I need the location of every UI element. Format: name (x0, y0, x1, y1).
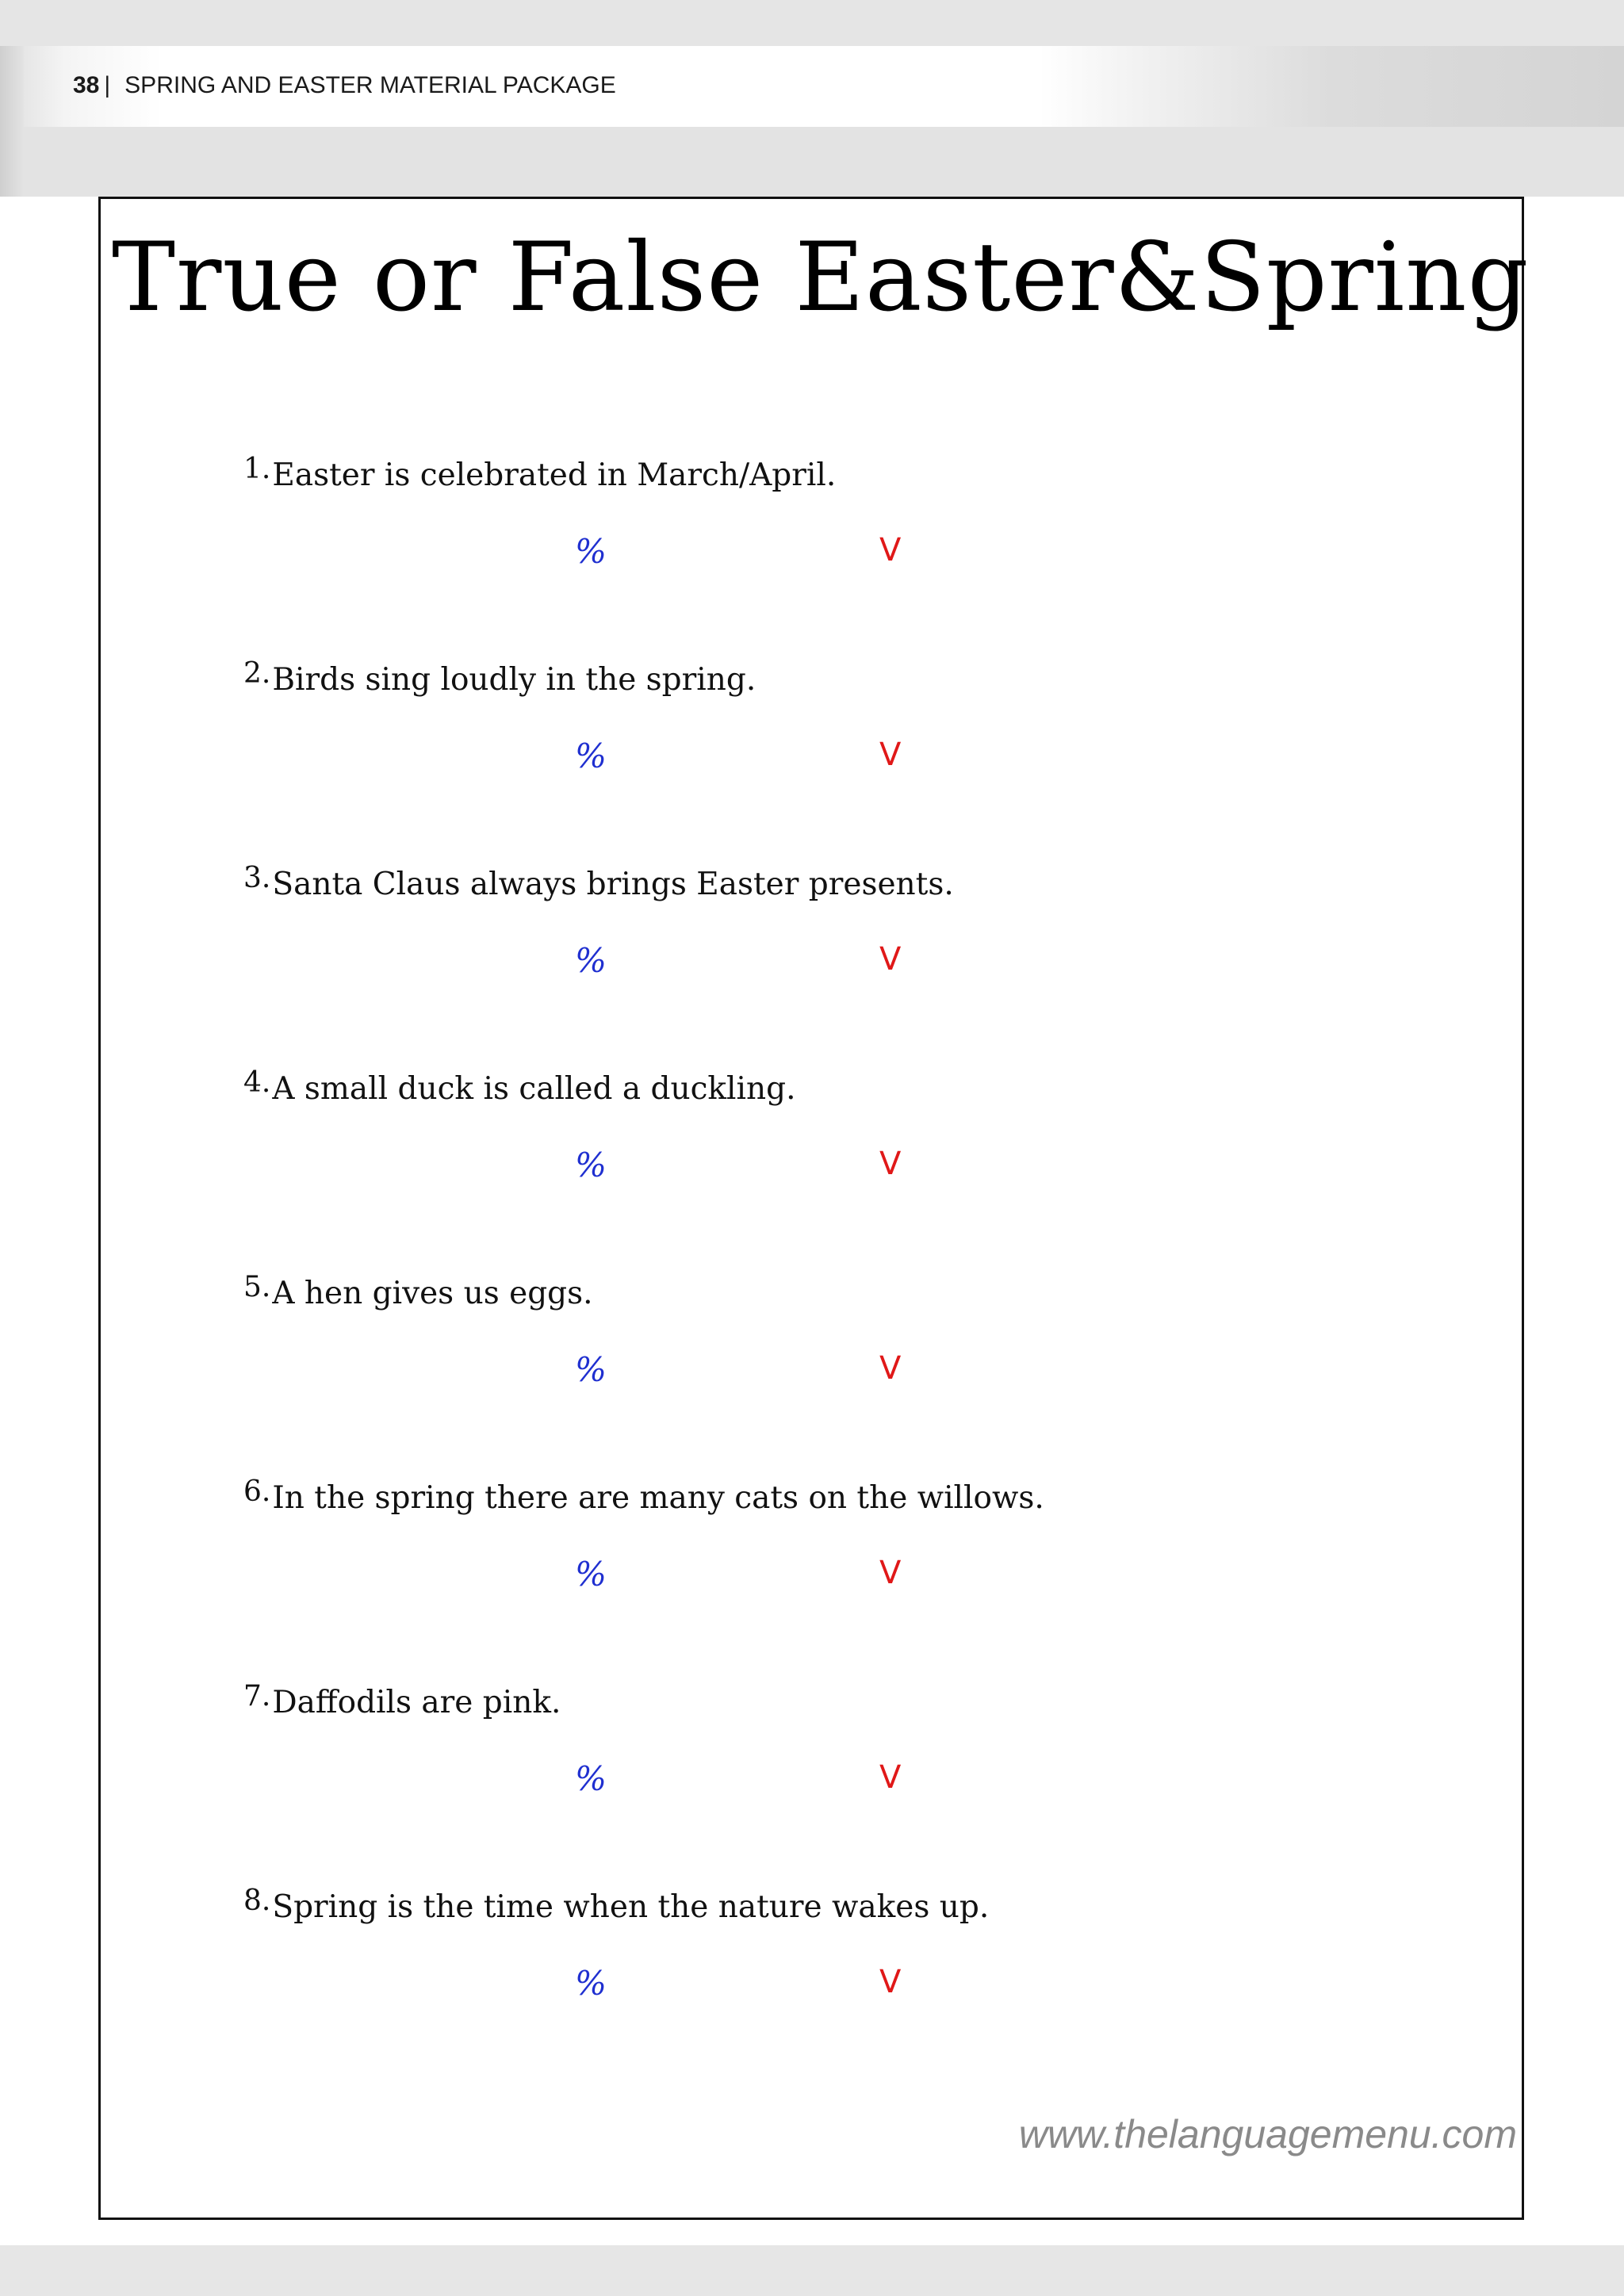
question-item (101, 1271, 1522, 1475)
header-title: SPRING AND EASTER MATERIAL PACKAGE (124, 72, 616, 98)
question-item (101, 453, 1522, 657)
false-option[interactable]: % (575, 737, 607, 775)
true-option[interactable]: V (879, 532, 902, 568)
question-statement: A hen gives us eggs. (272, 1276, 593, 1311)
question-text (243, 1680, 561, 1720)
question-statement: Santa Claus always brings Easter presents. (272, 867, 954, 902)
question-item (101, 657, 1522, 862)
question-number: 2. (243, 657, 271, 690)
question-number: 1. (243, 453, 271, 485)
true-option[interactable]: V (879, 1555, 902, 1591)
running-header (73, 70, 616, 101)
question-number: 4. (243, 1066, 271, 1099)
question-number: 5. (243, 1271, 271, 1303)
page-number: 38 (73, 72, 100, 98)
question-item (101, 1885, 1522, 2089)
question-item (101, 1680, 1522, 1885)
header-separator: | (104, 72, 111, 98)
question-text (243, 1885, 989, 1925)
question-text (243, 657, 756, 698)
question-number: 7. (243, 1680, 271, 1712)
question-item (101, 862, 1522, 1066)
worksheet-frame (98, 197, 1530, 2220)
true-option[interactable]: V (879, 1964, 902, 2000)
false-option[interactable]: % (575, 532, 607, 571)
question-text (243, 1475, 1044, 1516)
question-number: 6. (243, 1475, 271, 1508)
question-statement: Spring is the time when the nature wakes up. (272, 1889, 990, 1925)
question-text (243, 862, 954, 902)
question-item (101, 1066, 1522, 1271)
false-option[interactable]: % (575, 1146, 607, 1184)
question-statement: Daffodils are pink. (272, 1685, 561, 1720)
question-text (243, 1066, 795, 1107)
false-option[interactable]: % (575, 1555, 607, 1594)
true-option[interactable]: V (879, 1146, 902, 1182)
header-band (0, 127, 1624, 197)
true-option[interactable]: V (879, 1350, 902, 1387)
header-edge-shade (0, 46, 24, 197)
question-statement: Easter is celebrated in March/April. (272, 457, 837, 493)
top-margin-strip (0, 0, 1624, 46)
true-option[interactable]: V (879, 1759, 902, 1796)
footer-website-link[interactable]: www.thelanguagemenu.com (1018, 2112, 1517, 2156)
true-option[interactable]: V (879, 737, 902, 773)
false-option[interactable]: % (575, 1759, 607, 1798)
false-option[interactable]: % (575, 1350, 607, 1389)
worksheet-title: True or False Easter&Spring (112, 223, 1530, 333)
false-option[interactable]: % (575, 1964, 607, 2003)
question-text (243, 453, 836, 493)
question-statement: A small duck is called a duckling. (272, 1071, 796, 1107)
question-number: 8. (243, 1885, 271, 1917)
question-item (101, 1475, 1522, 1680)
true-option[interactable]: V (879, 941, 902, 978)
false-option[interactable]: % (575, 941, 607, 980)
question-statement: Birds sing loudly in the spring. (272, 662, 756, 698)
question-text (243, 1271, 593, 1311)
question-statement: In the spring there are many cats on the willows. (272, 1480, 1044, 1516)
question-number: 3. (243, 862, 271, 894)
bottom-margin-strip (0, 2245, 1624, 2296)
